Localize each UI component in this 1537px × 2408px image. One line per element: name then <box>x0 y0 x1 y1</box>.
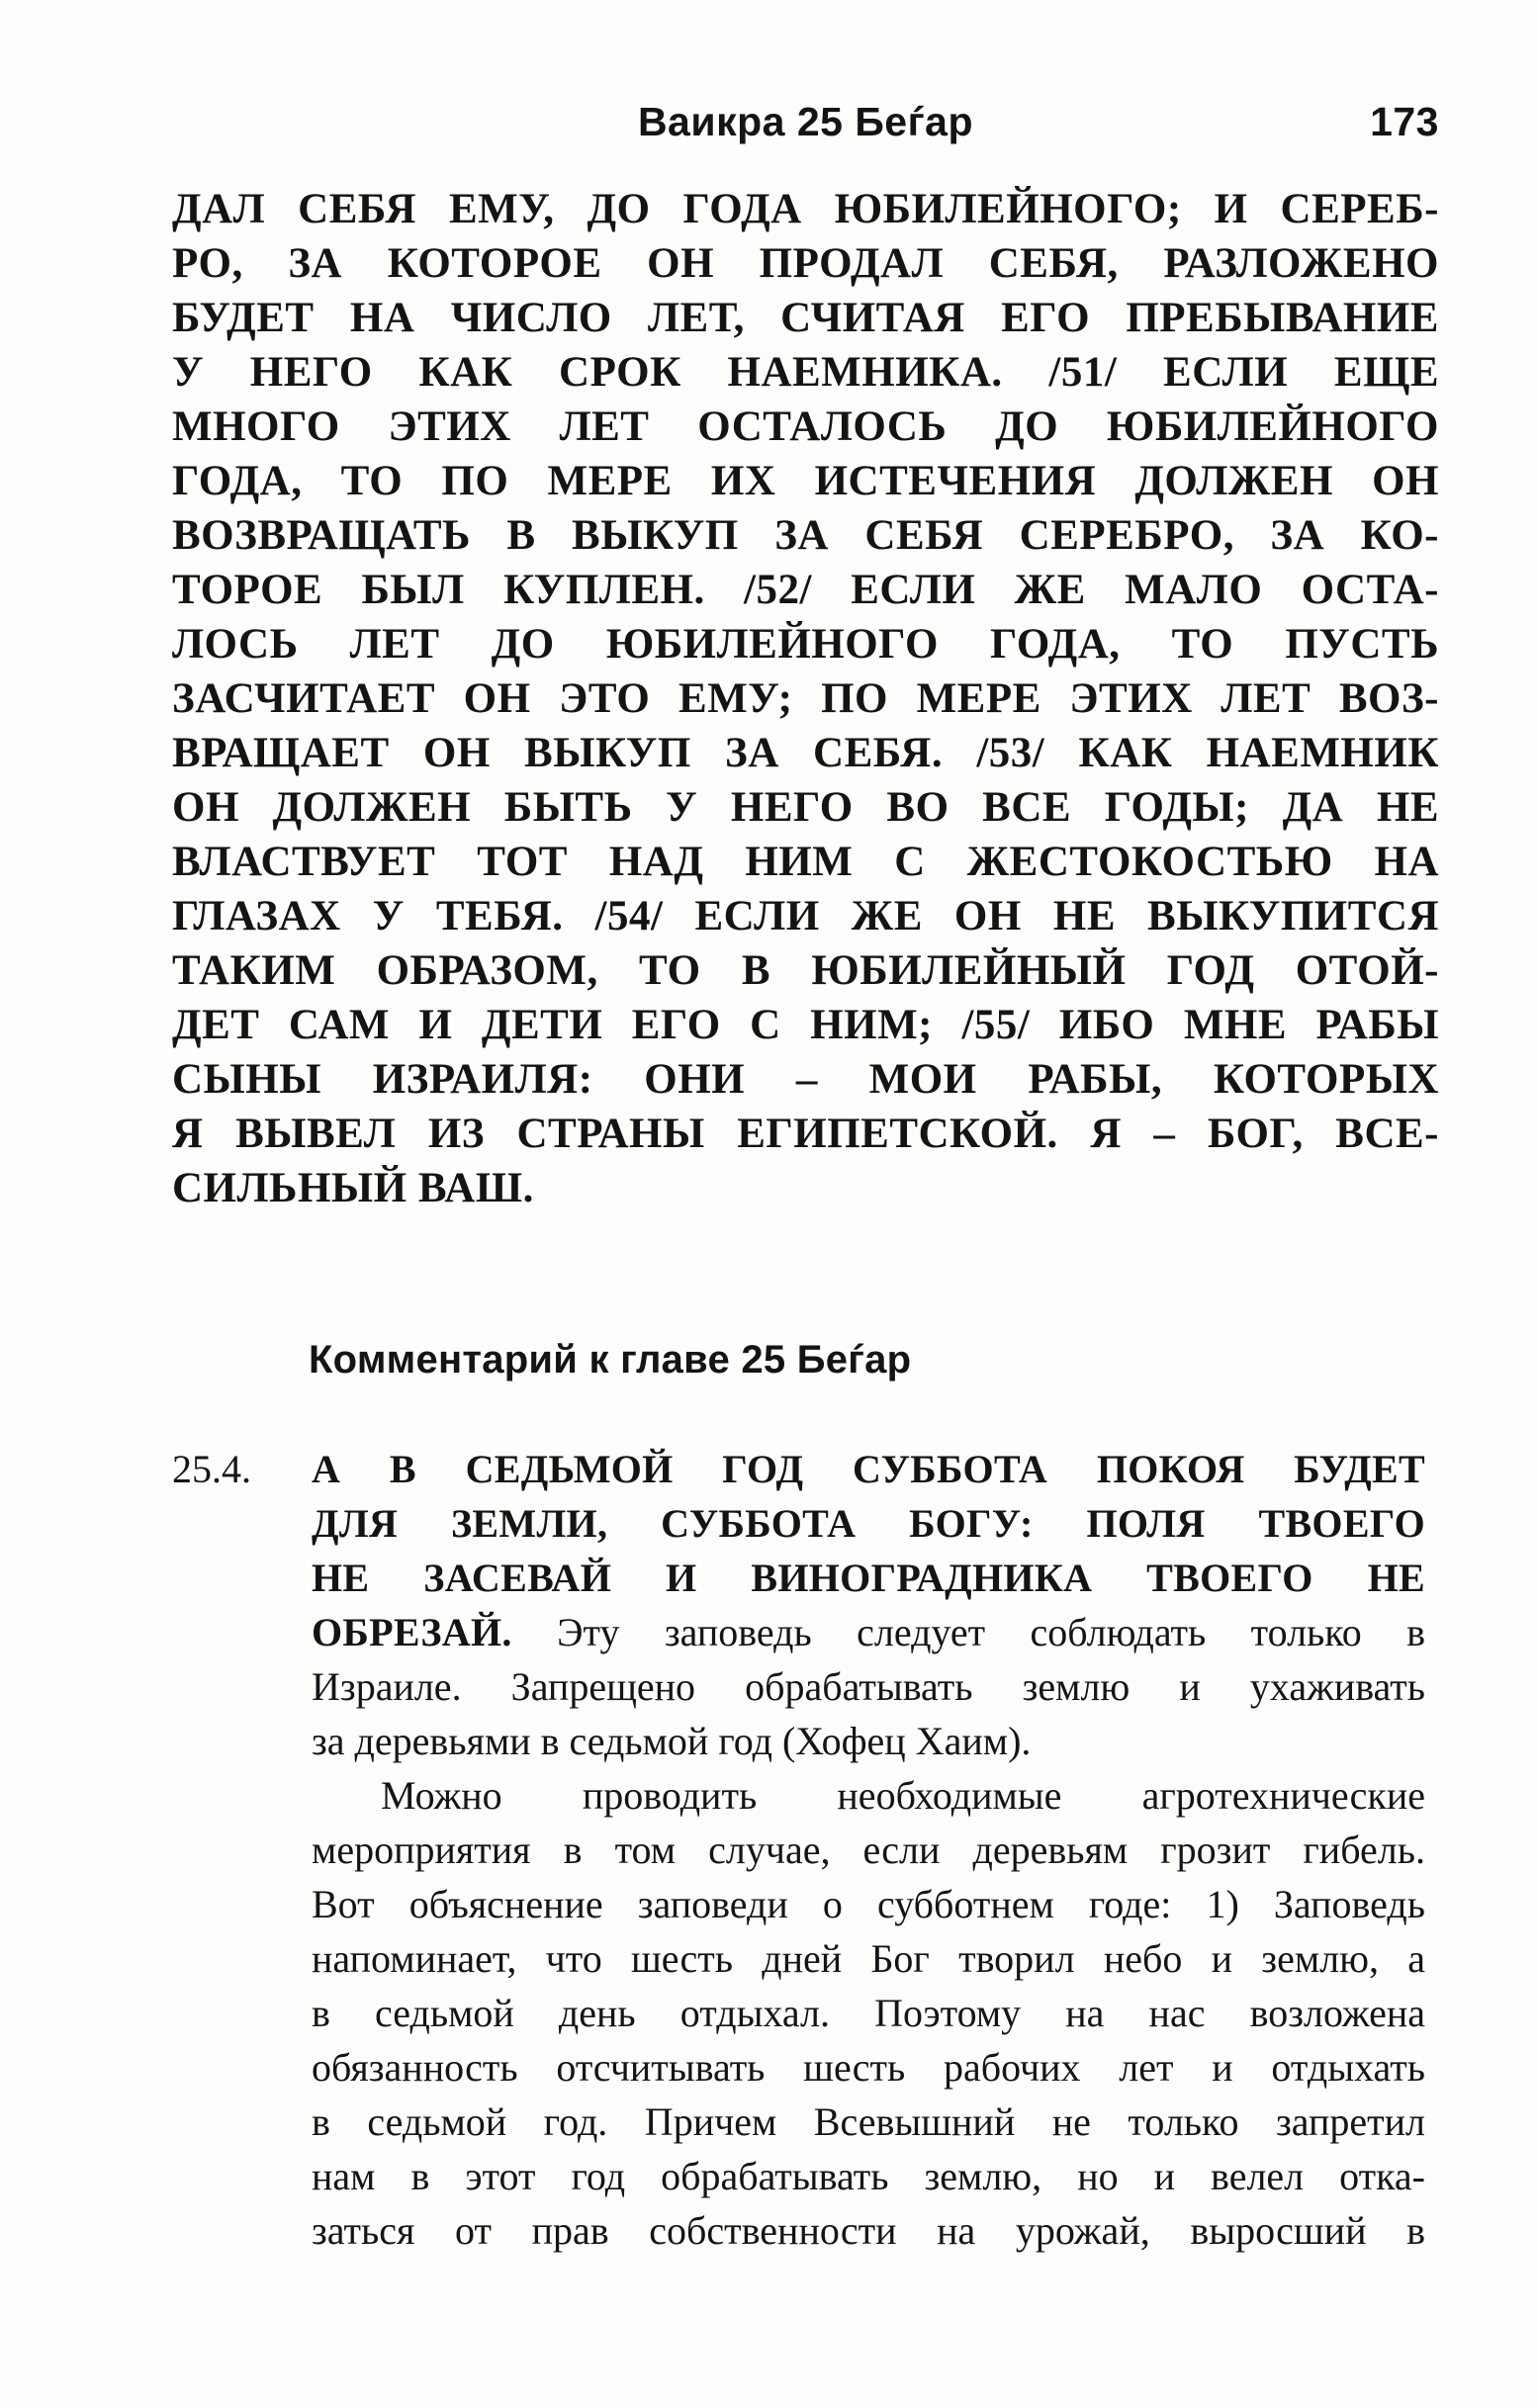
commentary-section-number: 25.4. <box>172 1447 251 1491</box>
commentary-heading: Комментарий к главе 25 Беѓар <box>309 1338 912 1382</box>
text-line: обязанность отсчитывать шесть рабочих лет и отдыхать <box>312 2045 1425 2090</box>
text-line <box>312 1442 1425 1496</box>
running-header-title: Ваикра 25 Беѓар <box>637 99 974 144</box>
text-line: ТОРОЕ БЫЛ КУПЛЕН. /52/ ЕСЛИ ЖЕ МАЛО ОСТА- <box>172 567 1439 613</box>
text-line <box>312 1551 1425 1605</box>
text-line: напоминает, что шесть дней Бог творил небо и землю, а <box>312 1936 1425 1981</box>
page-number: 173 <box>1370 99 1439 144</box>
text-line: ВОЗВРАЩАТЬ В ВЫКУП ЗА СЕБЯ СЕРЕБРО, ЗА КО- <box>172 512 1439 559</box>
text-line: ВЛАСТВУЕТ ТОТ НАД НИМ С ЖЕСТОКОСТЬЮ НА <box>172 839 1439 885</box>
bold-verse-quote: ОБРЕЗАЙ. <box>312 1610 512 1654</box>
text-line: ОН ДОЛЖЕН БЫТЬ У НЕГО ВО ВСЕ ГОДЫ; ДА НЕ <box>172 784 1439 831</box>
text-line: в седьмой день отдыхал. Поэтому на нас возложена <box>312 1991 1425 2035</box>
text-line: Можно проводить необходимые агротехнические <box>381 1773 1425 1818</box>
text-line: ТАКИМ ОБРАЗОМ, ТО В ЮБИЛЕЙНЫЙ ГОД ОТОЙ- <box>172 947 1439 994</box>
text-line: мероприятия в том случае, если деревьям грозит гибель. <box>312 1828 1425 1872</box>
bold-verse-quote: ДЛЯ ЗЕМЛИ, СУББОТА БОГУ: ПОЛЯ ТВОЕГО <box>312 1501 1425 1546</box>
text-line <box>312 1496 1425 1551</box>
text-line: ЗАСЧИТАЕТ ОН ЭТО ЕМУ; ПО МЕРЕ ЭТИХ ЛЕТ ВОЗ- <box>172 675 1439 722</box>
text-line: У НЕГО КАК СРОК НАЕМНИКА. /51/ ЕСЛИ ЕЩЕ <box>172 349 1439 396</box>
text-line: Я ВЫВЕЛ ИЗ СТРАНЫ ЕГИПЕТСКОЙ. Я – БОГ, ВСЕ- <box>172 1111 1439 1157</box>
text-line: СЫНЫ ИЗРАИЛЯ: ОНИ – МОИ РАБЫ, КОТОРЫХ <box>172 1056 1439 1103</box>
running-header <box>172 99 1439 148</box>
text-line: Израиле. Запрещено обрабатывать землю и ухаживать <box>312 1664 1425 1709</box>
text-line: ЛОСЬ ЛЕТ ДО ЮБИЛЕЙНОГО ГОДА, ТО ПУСТЬ <box>172 621 1439 668</box>
text-line: МНОГО ЭТИХ ЛЕТ ОСТАЛОСЬ ДО ЮБИЛЕЙНОГО <box>172 403 1439 450</box>
text-line: ГОДА, ТО ПО МЕРЕ ИХ ИСТЕЧЕНИЯ ДОЛЖЕН ОН <box>172 458 1439 504</box>
text-line: ДЕТ САМ И ДЕТИ ЕГО С НИМ; /55/ ИБО МНЕ РАБЫ <box>172 1002 1439 1048</box>
text-line: в седьмой год. Причем Всевышний не только запретил <box>312 2099 1425 2144</box>
text-line: РО, ЗА КОТОРОЕ ОН ПРОДАЛ СЕБЯ, РАЗЛОЖЕНО <box>172 240 1439 287</box>
commentary-text-block <box>312 1442 1425 2258</box>
text-line: СИЛЬНЫЙ ВАШ. <box>172 1165 534 1211</box>
bold-verse-quote: А В СЕДЬМОЙ ГОД СУББОТА ПОКОЯ БУДЕТ <box>312 1447 1425 1491</box>
bold-verse-quote: НЕ ЗАСЕВАЙ И ВИНОГРАДНИКА ТВОЕГО НЕ <box>312 1556 1425 1600</box>
text-line: заться от прав собственности на урожай, выросший в <box>312 2208 1425 2253</box>
text-line: ОБРЕЗАЙ. Эту заповедь следует соблюдать только в <box>312 1610 1425 1654</box>
text-line: Вот объяснение заповеди о субботнем годе: 1) Заповедь <box>312 1882 1425 1926</box>
text-line: ДАЛ СЕБЯ ЕМУ, ДО ГОДА ЮБИЛЕЙНОГО; И СЕРЕБ- <box>172 186 1439 232</box>
text-line: ГЛАЗАХ У ТЕБЯ. /54/ ЕСЛИ ЖЕ ОН НЕ ВЫКУПИТСЯ <box>172 893 1439 939</box>
text-line: ВРАЩАЕТ ОН ВЫКУП ЗА СЕБЯ. /53/ КАК НАЕМНИК <box>172 730 1439 776</box>
text-line: БУДЕТ НА ЧИСЛО ЛЕТ, СЧИТАЯ ЕГО ПРЕБЫВАНИЕ <box>172 295 1439 341</box>
text-line: нам в этот год обрабатывать землю, но и велел отка- <box>312 2154 1425 2198</box>
text-line: за деревьями в седьмой год (Хофец Хаим). <box>312 1719 1032 1763</box>
torah-verse-text-block <box>172 182 1439 1215</box>
